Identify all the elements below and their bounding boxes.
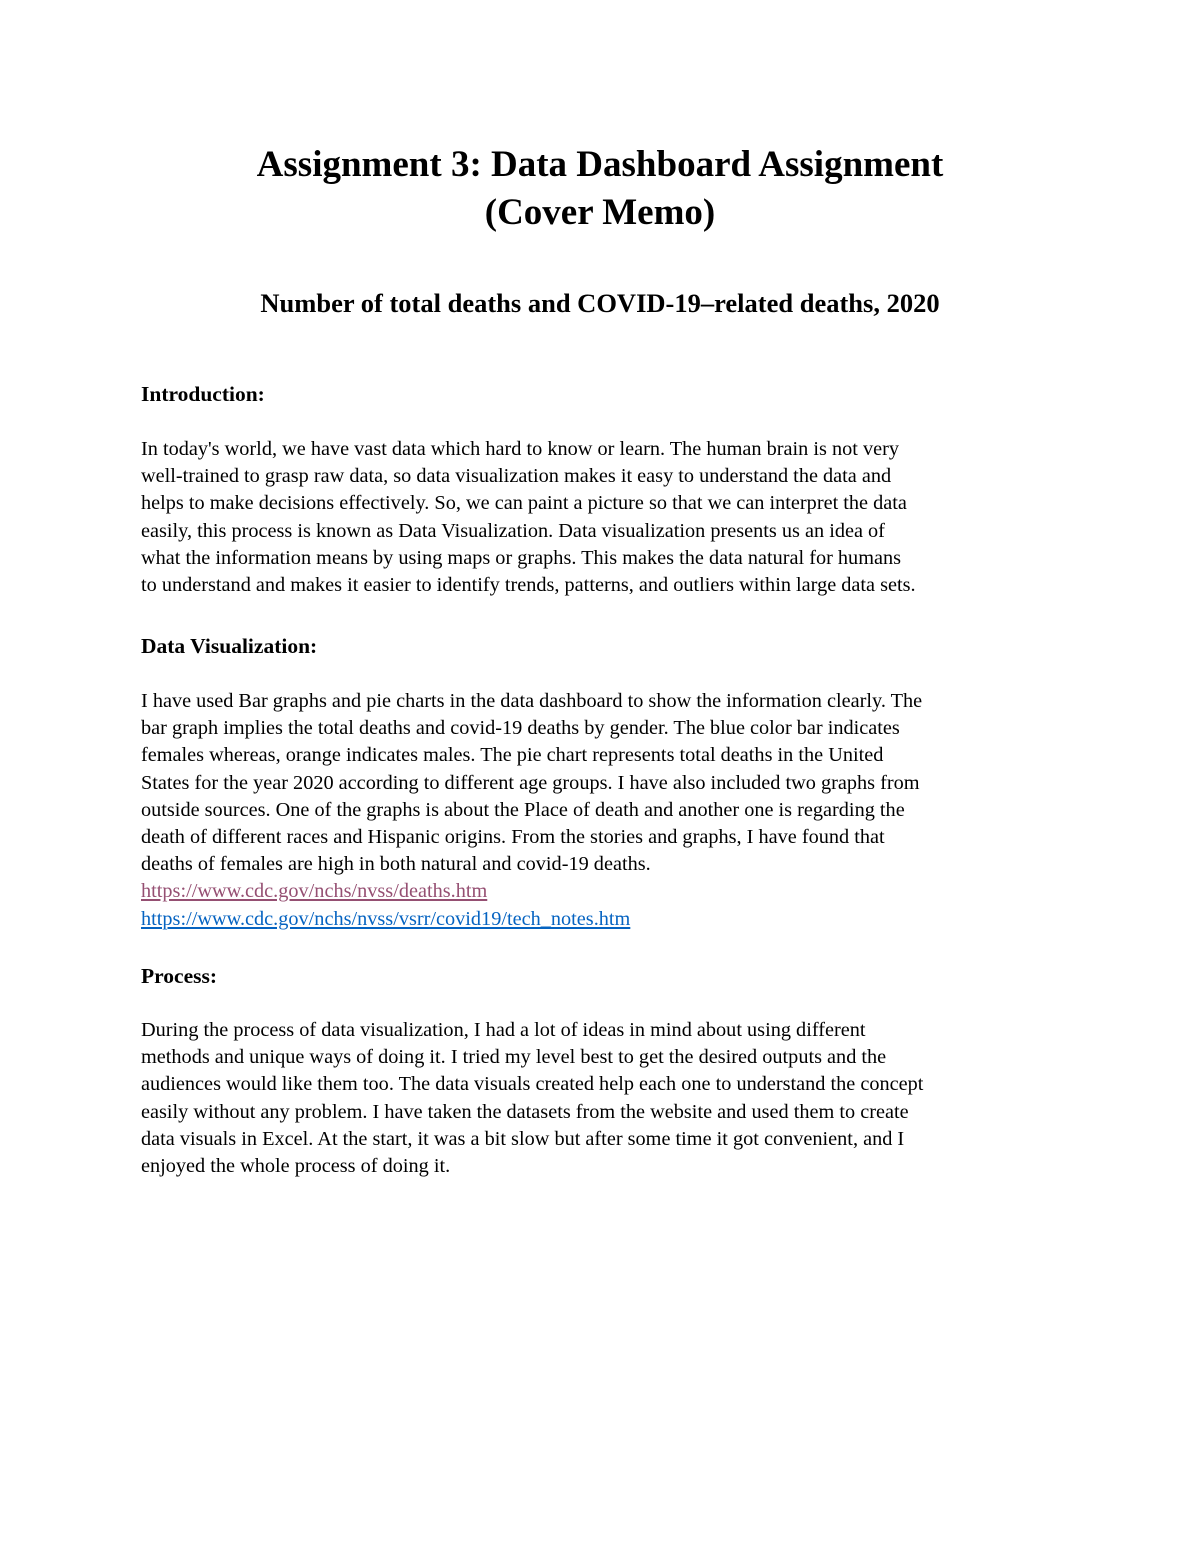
cdc-covid19-tech-notes-link[interactable]: https://www.cdc.gov/nchs/nvss/vsrr/covid19/tech_notes.htm <box>141 907 631 930</box>
introduction-paragraph <box>141 436 1071 599</box>
document-title-line-2: (Cover Memo) <box>484 192 716 233</box>
cdc-deaths-link[interactable]: https://www.cdc.gov/nchs/nvss/deaths.htm <box>141 880 488 903</box>
process-line: audiences would like them too. The data visuals created help each one to understand the concept <box>141 1073 924 1096</box>
introduction-line: In today's world, we have vast data which hard to know or learn. The human brain is not very <box>141 438 899 460</box>
process-line: methods and unique ways of doing it. I tried my level best to get the desired outputs and the <box>141 1046 887 1069</box>
data-visualization-line: death of different races and Hispanic origins. From the stories and graphs, I have found that <box>141 826 885 849</box>
data-visualization-line: States for the year 2020 according to different age groups. I have also included two graphs from <box>141 771 920 794</box>
process-line: easily without any problem. I have taken the datasets from the website and used them to create <box>141 1100 909 1123</box>
process-paragraph <box>141 1017 1071 1180</box>
document-subtitle: Number of total deaths and COVID-19–related deaths, 2020 <box>260 288 940 318</box>
introduction-line: helps to make decisions effectively. So, we can paint a picture so that we can interpret the data <box>141 492 907 515</box>
introduction-line: easily, this process is known as Data Visualization. Data visualization presents us an idea of <box>141 519 885 542</box>
process-line: During the process of data visualization, I had a lot of ideas in mind about using different <box>141 1019 866 1041</box>
introduction-line: well-trained to grasp raw data, so data visualization makes it easy to understand the data and <box>141 465 892 488</box>
introduction-line: to understand and makes it easier to identify trends, patterns, and outliers within large data sets. <box>141 574 916 597</box>
introduction-line: what the information means by using maps or graphs. This makes the data natural for humans <box>141 546 902 569</box>
data-visualization-line: bar graph implies the total deaths and covid-19 deaths by gender. The blue color bar indicates <box>141 717 900 740</box>
process-heading: Process: <box>141 964 218 988</box>
data-visualization-paragraph <box>141 688 1071 933</box>
process-line: data visuals in Excel. At the start, it was a bit slow but after some time it got convenient, and I <box>141 1127 905 1150</box>
data-visualization-line: deaths of females are high in both natural and covid-19 deaths. <box>141 853 651 876</box>
data-visualization-line: females whereas, orange indicates males. The pie chart represents total deaths in the United <box>141 744 884 767</box>
document-title-line-1: Assignment 3: Data Dashboard Assignment <box>256 144 944 185</box>
data-visualization-heading: Data Visualization: <box>141 634 318 658</box>
process-line: enjoyed the whole process of doing it. <box>141 1155 451 1178</box>
data-visualization-line: outside sources. One of the graphs is about the Place of death and another one is regarding the <box>141 798 905 821</box>
data-visualization-line: I have used Bar graphs and pie charts in the data dashboard to show the information clearly. The <box>141 690 923 712</box>
introduction-heading: Introduction: <box>141 382 265 406</box>
